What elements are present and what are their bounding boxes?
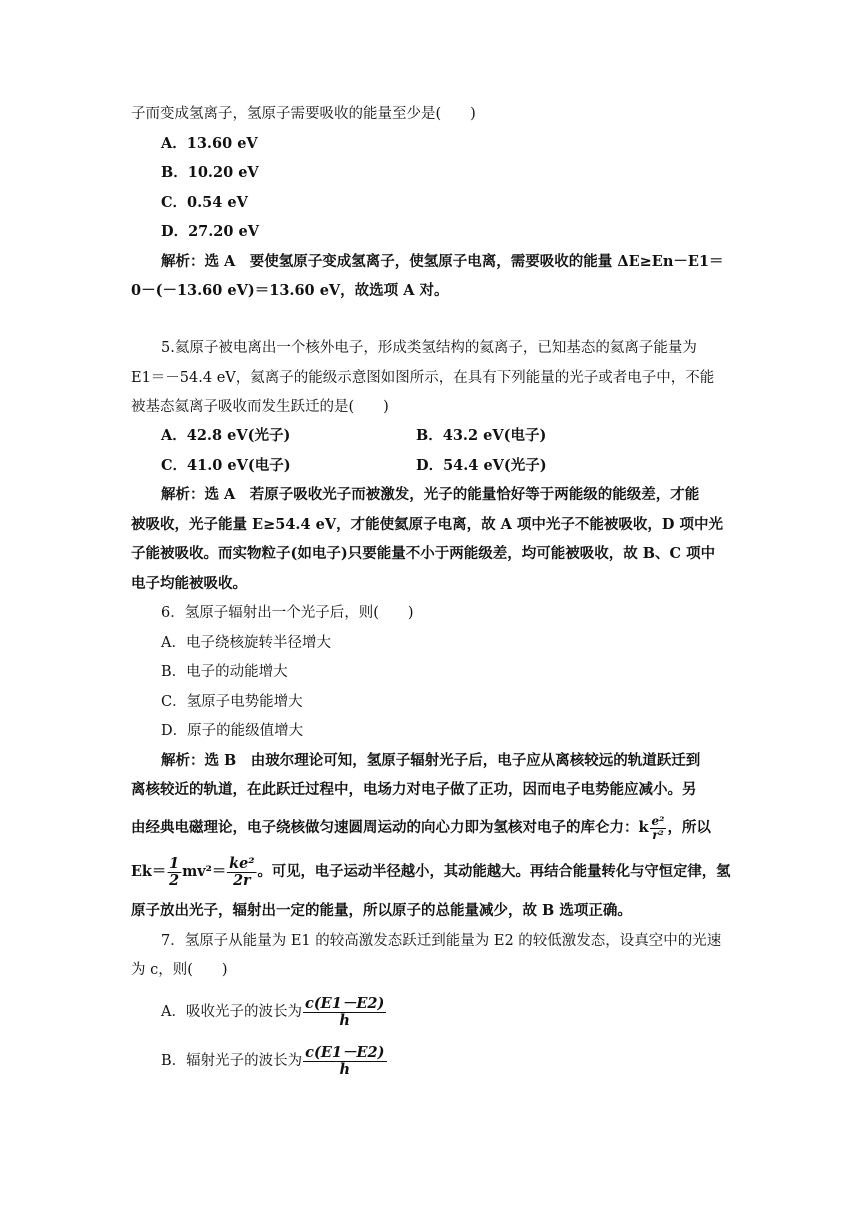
fraction-denominator: r²: [652, 827, 664, 842]
q6-analysis-text-4b: mv²＝: [182, 863, 227, 880]
q5-option-a: A．42.8 eV(光子): [161, 427, 291, 444]
fraction-numerator: e²: [651, 813, 665, 828]
q6-analysis-text-3-end: ，所以: [667, 819, 711, 836]
q6-analysis-line-1: [161, 751, 700, 771]
q5-analysis-line-3: 子能被吸收。而实物粒子(如电子)只要能量不小于两能级差，均可能被吸收，故 B、C 项中: [131, 545, 716, 562]
analysis-label: 解析：: [161, 253, 205, 270]
q4-stem: 子而变成氢离子，氢原子需要吸收的能量至少是( ): [131, 106, 476, 122]
q4-option-b: B．10.20 eV: [161, 164, 259, 181]
analysis-label: 解析：: [161, 486, 205, 503]
q7-stem-line-1: 7．氢原子从能量为 E1 的较高激发态跃迁到能量为 E2 的较低激发态，设真空中的光速: [161, 933, 722, 949]
q5-stem-line-3: 被基态氦离子吸收而发生跃迁的是( ): [131, 399, 389, 415]
wavelength-fraction: [303, 1045, 386, 1076]
q5-stem-line-1: 5.氦原子被电离出一个核外电子，形成类氢结构的氦离子，已知基态的氦离子能量为: [161, 340, 697, 356]
q4-analysis-text-1: 选 A 要使氢原子变成氢离子，使氢原子电离，需要吸收的能量 ΔE≥En－E1＝: [204, 253, 724, 270]
q6-analysis-text-4a: Ek＝: [131, 863, 167, 880]
fraction-denominator: h: [339, 1060, 351, 1078]
fraction-denominator: 2: [169, 871, 180, 889]
half-fraction: [167, 856, 181, 887]
fraction-numerator: ke²: [229, 855, 255, 873]
fraction-denominator: h: [339, 1011, 350, 1029]
q4-option-d: D．27.20 eV: [161, 223, 260, 240]
q5-option-d: D．54.4 eV(光子): [416, 457, 547, 474]
q5-option-c: C．41.0 eV(电子): [161, 457, 291, 474]
q5-analysis-line-1: [161, 485, 699, 505]
q6-analysis-line-4: [131, 852, 730, 892]
q7-stem-line-2: 为 c，则( ): [131, 962, 228, 978]
fraction-numerator: c(E1－E2): [305, 1044, 385, 1062]
q7-option-b: [161, 1041, 388, 1081]
fraction-numerator: c(E1－E2): [304, 995, 385, 1013]
coulomb-fraction: [650, 815, 667, 841]
q7-option-b-text: B．辐射光子的波长为: [161, 1053, 303, 1069]
q7-option-a-text: A．吸收光子的波长为: [161, 1004, 302, 1020]
q6-stem: 6．氢原子辐射出一个光子后，则( ): [161, 605, 414, 621]
fraction-numerator: 1: [169, 855, 180, 873]
q6-option-c: C．氢原子电势能增大: [161, 694, 303, 710]
q6-analysis-text-1: 选 B 由玻尔理论可知，氢原子辐射光子后，电子应从离核较远的轨道跃迁到: [204, 752, 701, 769]
q5-analysis-line-4: 电子均能被吸收。: [131, 575, 247, 592]
wavelength-fraction: [303, 996, 386, 1027]
q5-analysis-line-2: 被吸收，光子能量 E≥54.4 eV，才能使氦原子电离，故 A 项中光子不能被吸收，D 项中光: [131, 516, 724, 533]
q6-option-a: A．电子绕核旋转半径增大: [161, 635, 331, 651]
q5-option-b: B．43.2 eV(电子): [416, 427, 547, 444]
q6-option-d: D．原子的能级值增大: [161, 723, 304, 739]
q4-analysis-line-2: 0－(－13.60 eV)＝13.60 eV，故选项 A 对。: [131, 282, 449, 299]
q5-analysis-text-1: 选 A 若原子吸收光子而被激发，光子的能量恰好等于两能级的能级差，才能: [204, 486, 700, 503]
analysis-label: 解析：: [161, 752, 205, 769]
q7-option-a: [161, 992, 387, 1032]
q6-option-b: B．电子的动能增大: [161, 664, 288, 680]
q6-analysis-text-3: 由经典电磁理论，电子绕核做匀速圆周运动的向心力即为氢核对电子的库仑力：k: [131, 819, 649, 836]
q6-analysis-line-3: [131, 810, 711, 846]
q6-analysis-line-2: 离核较近的轨道，在此跃迁过程中，电场力对电子做了正功，因而电子电势能应减小。另: [131, 781, 697, 798]
q4-option-c: C．0.54 eV: [161, 194, 248, 211]
q4-analysis-line-1: [161, 252, 724, 272]
q6-analysis-line-5: 原子放出光子，辐射出一定的能量，所以原子的总能量减少，故 B 选项正确。: [131, 902, 632, 919]
fraction-denominator: 2r: [233, 871, 251, 889]
q5-stem-line-2: E1＝－54.4 eV，氦离子的能级示意图如图所示，在具有下列能量的光子或者电子中，不能: [131, 370, 715, 386]
q6-analysis-text-4c: 。可见，电子运动半径越小，其动能越大。再结合能量转化与守恒定律，氢: [257, 863, 731, 880]
kinetic-fraction: [227, 856, 256, 887]
q4-option-a: A．13.60 eV: [161, 135, 258, 152]
